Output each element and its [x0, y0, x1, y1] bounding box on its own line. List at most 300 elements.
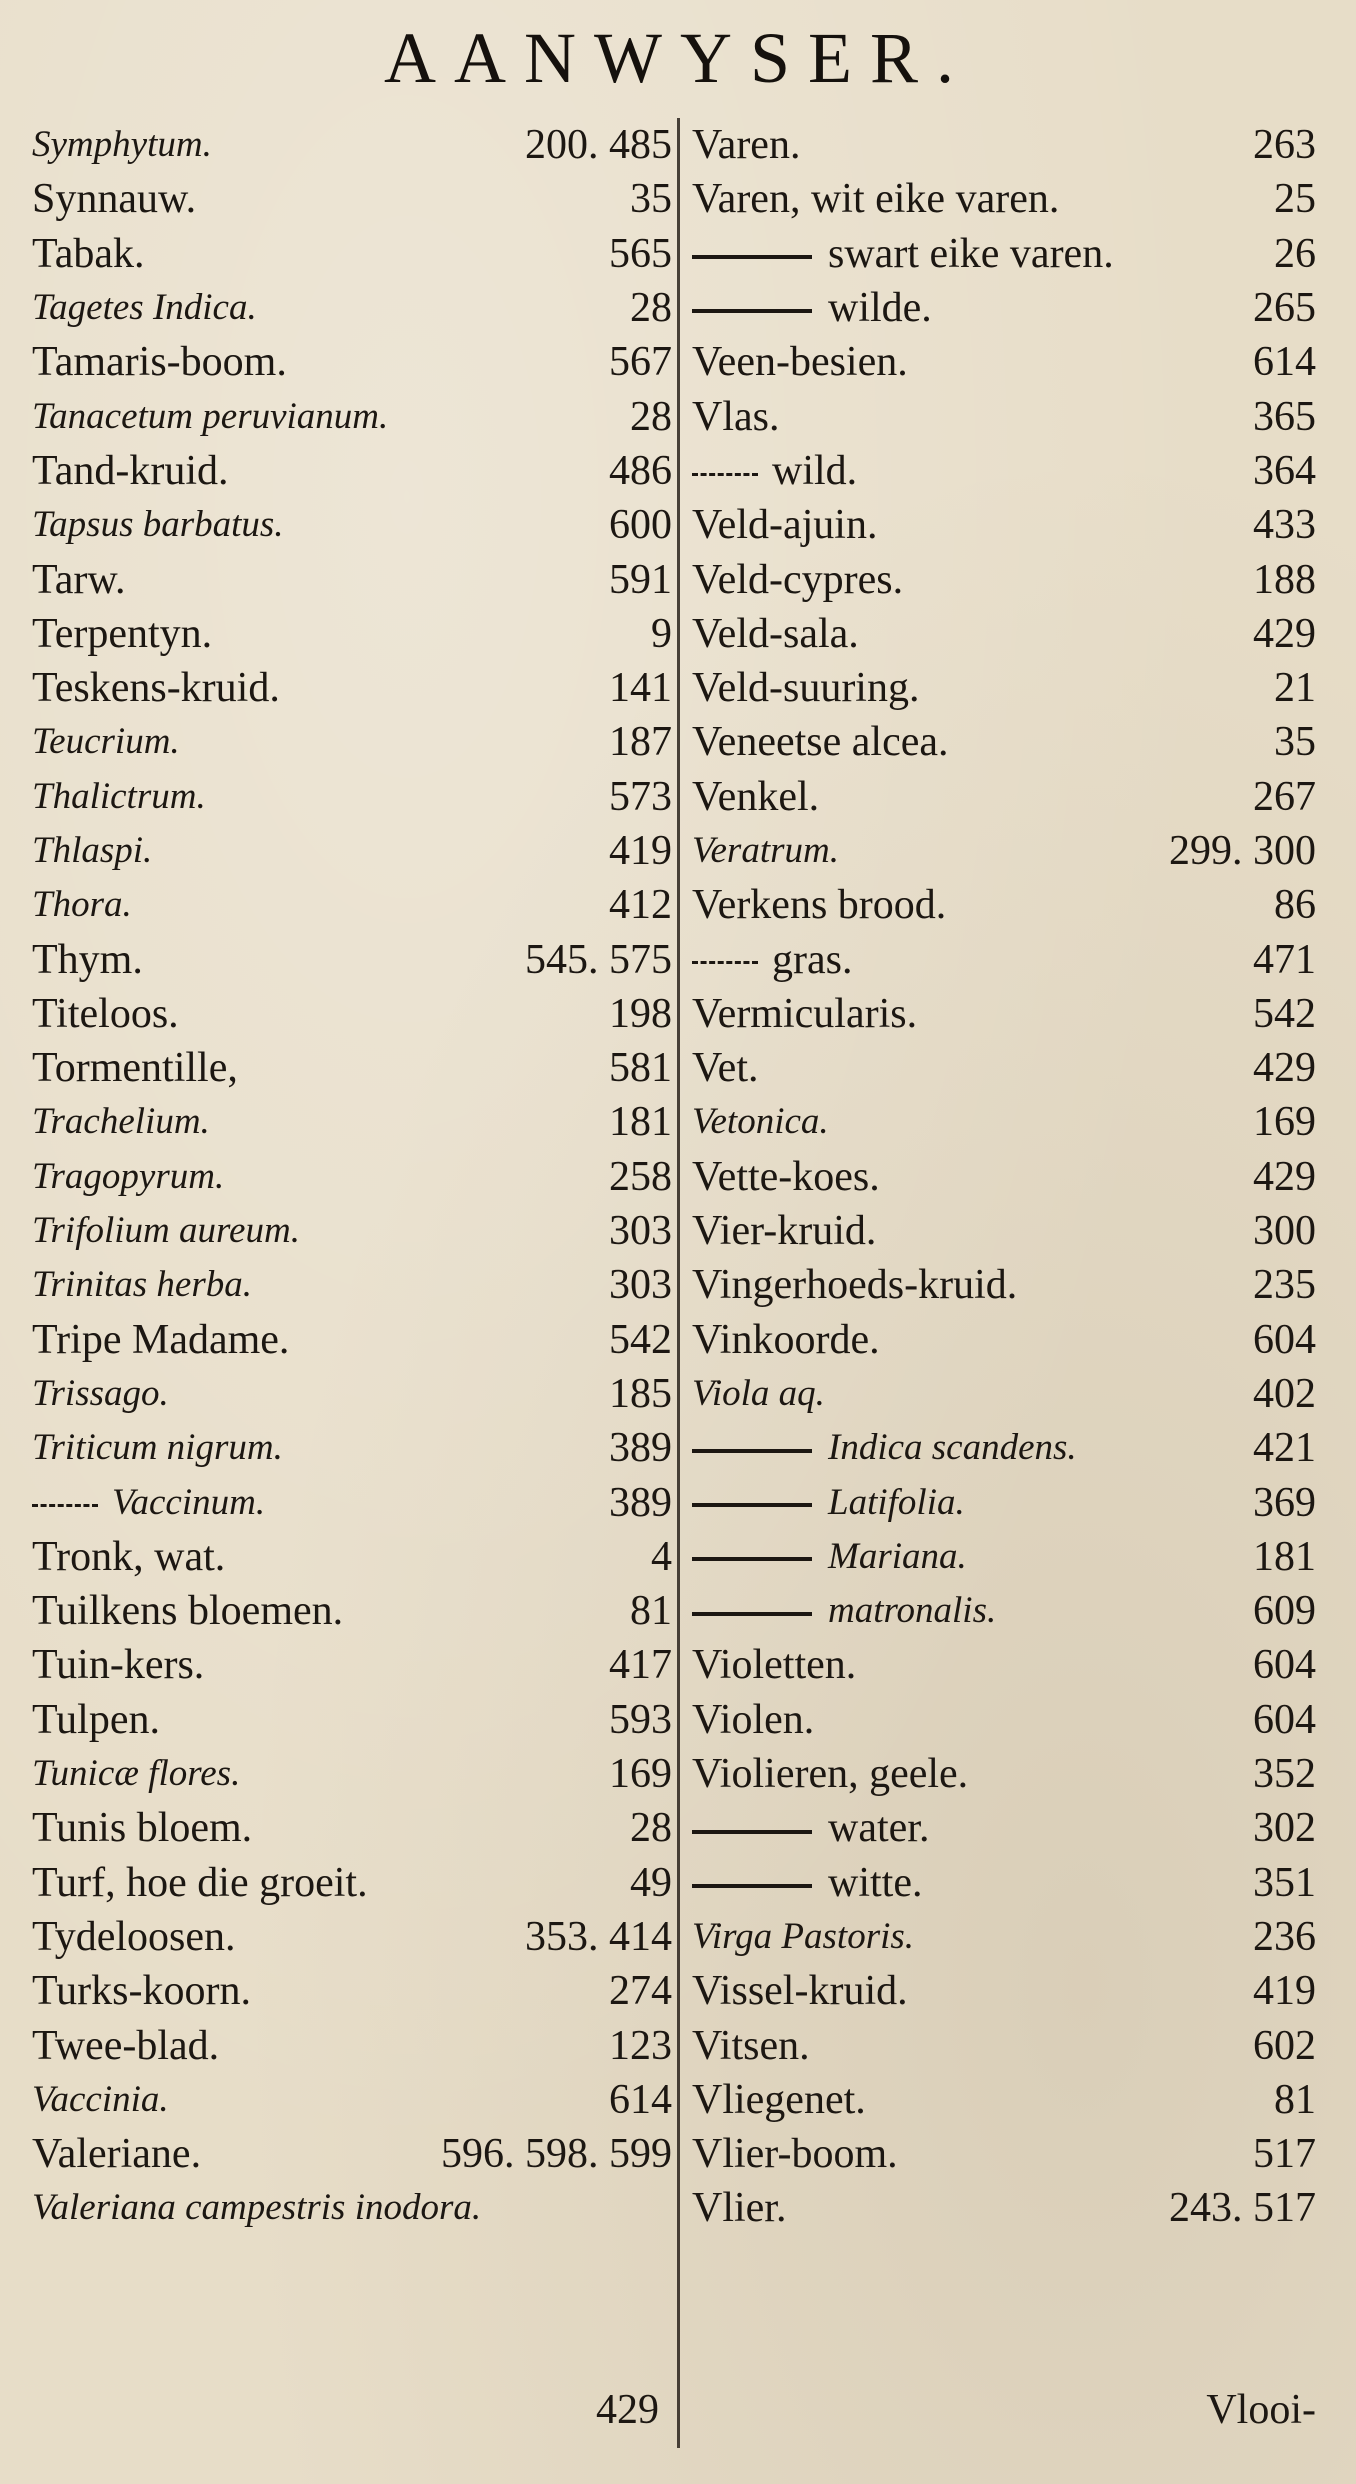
index-page-number: 429 — [1253, 1153, 1316, 1200]
index-term-text: Triticum nigrum. — [32, 1427, 283, 1469]
index-page-number: 81 — [630, 1588, 672, 1635]
index-page-number: 542 — [609, 1316, 672, 1363]
index-entry — [32, 824, 672, 878]
index-term-text: Turf, hoe die groeit. — [32, 1859, 368, 1906]
index-term — [32, 1367, 169, 1421]
index-term-text: Valeriana campestris inodora. — [32, 2187, 482, 2229]
index-page-number: 299. 300 — [1169, 828, 1316, 874]
index-term — [32, 1421, 283, 1475]
index-term — [692, 661, 919, 715]
index-term-text: Thym. — [32, 936, 143, 983]
index-term — [32, 1150, 224, 1204]
index-page-number: 35 — [630, 176, 672, 223]
index-term — [692, 2127, 898, 2181]
index-term — [32, 1747, 240, 1801]
index-entry — [32, 2073, 672, 2127]
index-term — [32, 1638, 204, 1692]
index-term — [32, 118, 212, 172]
index-entry — [692, 172, 1316, 226]
index-page-number: 302 — [1253, 1805, 1316, 1852]
ditto-dash — [692, 1449, 812, 1453]
index-term — [692, 878, 946, 932]
index-entry — [32, 1856, 672, 1910]
index-page-number: 614 — [1253, 339, 1316, 386]
index-term-text: Teucrium. — [32, 721, 180, 763]
index-entry — [32, 1638, 672, 1692]
index-term — [692, 1856, 922, 1910]
index-entry — [692, 2018, 1316, 2072]
index-entry — [692, 552, 1316, 606]
index-term-text: Tripe Madame. — [32, 1316, 290, 1363]
index-term — [32, 172, 196, 226]
index-term — [32, 824, 152, 878]
index-entry — [32, 335, 672, 389]
index-term-text: Varen, wit eike varen. — [692, 176, 1060, 223]
index-term-text: gras. — [772, 936, 853, 983]
index-term-text: Vissel-kruid. — [692, 1968, 908, 2015]
index-term — [32, 1693, 160, 1747]
index-term-text: Veld-cypres. — [692, 556, 904, 603]
index-term-text: Veen-besien. — [692, 339, 908, 386]
index-entry — [692, 118, 1316, 172]
index-page-number: 141 — [609, 665, 672, 712]
index-term-text: swart eike varen. — [828, 230, 1114, 277]
index-page-number: 267 — [1253, 773, 1316, 820]
index-page-number: 412 — [609, 882, 672, 929]
index-entry — [32, 1204, 672, 1258]
index-term — [692, 172, 1059, 226]
catchword: Vlooi- — [1206, 2387, 1316, 2433]
index-term — [692, 553, 903, 607]
index-entry — [692, 661, 1316, 715]
index-term-text: Thalictrum. — [32, 775, 206, 817]
index-page-number: 602 — [1253, 2022, 1316, 2069]
index-term — [692, 1367, 825, 1421]
index-term-text: Tunicæ flores. — [32, 1753, 241, 1795]
index-term — [32, 1584, 343, 1638]
index-term — [692, 1095, 829, 1149]
index-entry — [32, 172, 672, 226]
index-entry — [692, 1258, 1316, 1312]
index-page-number: 419 — [609, 828, 672, 874]
index-term — [692, 1313, 880, 1367]
index-page-number: 258 — [609, 1153, 672, 1200]
index-page-number: 303 — [609, 1262, 672, 1309]
index-term-text: Vet. — [692, 1045, 759, 1092]
index-term-text: water. — [828, 1805, 930, 1852]
index-entry — [32, 1313, 672, 1367]
index-term-text: Turks-koorn. — [32, 1968, 251, 2015]
index-term — [692, 1150, 880, 1204]
index-term — [692, 770, 819, 824]
index-page-number: 545. 575 — [525, 936, 672, 983]
index-term-text: Tormentille, — [32, 1045, 238, 1092]
index-term-text: Tagetes Indica. — [32, 287, 257, 329]
index-entry — [692, 1041, 1316, 1095]
index-page-number: 353. 414 — [525, 1913, 672, 1960]
index-entry — [32, 1367, 672, 1421]
index-entry — [32, 1693, 672, 1747]
index-page-number: 600 — [609, 502, 672, 549]
index-entry — [692, 444, 1316, 498]
index-term — [32, 1476, 265, 1530]
index-term — [32, 770, 206, 824]
index-entry — [692, 1367, 1316, 1421]
index-term-text: Violen. — [692, 1696, 815, 1743]
index-page-number: 9 — [651, 610, 672, 657]
index-entry — [692, 1964, 1316, 2018]
index-term — [32, 2127, 201, 2181]
index-entry — [32, 607, 672, 661]
index-term — [692, 2073, 866, 2127]
index-term-text: Valeriane. — [32, 2131, 202, 2178]
index-term-text: Tabak. — [32, 230, 145, 277]
index-term — [32, 390, 388, 444]
index-page-number: 274 — [609, 1968, 672, 2015]
index-entry — [692, 770, 1316, 824]
index-page-number: 28 — [630, 1805, 672, 1852]
index-term-text: Tronk, wat. — [32, 1533, 226, 1580]
index-term-text: matronalis. — [828, 1590, 997, 1632]
index-term-text: Vette-koes. — [692, 1153, 880, 1200]
index-term-text: Vinkoorde. — [692, 1316, 880, 1363]
index-entry — [692, 1638, 1316, 1692]
index-entry — [32, 118, 672, 172]
index-page-number: 417 — [609, 1642, 672, 1689]
index-entry — [692, 1856, 1316, 1910]
index-page-number: 303 — [609, 1208, 672, 1255]
index-page-number: 181 — [1253, 1533, 1316, 1580]
index-entry — [692, 1313, 1316, 1367]
index-term-text: Vliegenet. — [692, 2076, 866, 2123]
index-term — [32, 878, 132, 932]
index-term — [692, 824, 839, 878]
index-term-text: Vlier. — [692, 2185, 787, 2232]
index-entry — [32, 498, 672, 552]
ditto-dash — [692, 1557, 812, 1561]
index-term-text: Violetten. — [692, 1642, 857, 1689]
index-page-number: 26 — [1274, 230, 1316, 277]
index-term-text: Verkens brood. — [692, 882, 947, 929]
index-entry — [692, 987, 1316, 1041]
index-term-text: Twee-blad. — [32, 2022, 220, 2069]
index-page-number: 25 — [1274, 176, 1316, 223]
index-term-text: Tarw. — [32, 556, 126, 603]
index-term — [692, 1747, 968, 1801]
ditto-dash — [692, 1503, 812, 1507]
index-term-text: Tanacetum peruvianum. — [32, 395, 389, 437]
index-page-number: 300 — [1253, 1208, 1316, 1255]
index-entry — [32, 932, 672, 986]
index-term-text: Varen. — [692, 122, 801, 169]
index-term — [692, 933, 852, 987]
index-entry — [692, 281, 1316, 335]
index-entry — [692, 1421, 1316, 1475]
index-entry — [32, 661, 672, 715]
index-term — [32, 607, 212, 661]
index-page-number: 614 — [609, 2076, 672, 2123]
index-term-text: Tand-kruid. — [32, 447, 229, 494]
index-entry — [32, 2127, 672, 2181]
index-term — [692, 1204, 876, 1258]
index-page-number: 421 — [1253, 1425, 1316, 1472]
index-term-text: Titeloos. — [32, 990, 179, 1037]
index-term-text: Trissago. — [32, 1372, 169, 1414]
index-entry — [692, 2127, 1316, 2181]
index-entry — [32, 987, 672, 1041]
ditto-dash — [692, 1884, 812, 1888]
index-page-number: 419 — [1253, 1968, 1316, 2015]
index-term-text: Trinitas herba. — [32, 1264, 252, 1306]
index-page-number: 486 — [609, 447, 672, 494]
index-entry — [692, 607, 1316, 661]
index-term-text: Veld-suuring. — [692, 665, 920, 712]
index-term-text: Tunis bloem. — [32, 1805, 253, 1852]
index-term-text: Thlaspi. — [32, 830, 153, 871]
index-page-number: 236 — [1253, 1913, 1316, 1960]
index-page-number: 123 — [609, 2022, 672, 2069]
index-term-text: Mariana. — [828, 1535, 967, 1577]
index-page-number: 188 — [1253, 556, 1316, 603]
index-term-text: Vaccinum. — [112, 1481, 266, 1523]
index-term-text: Indica scandens. — [828, 1427, 1077, 1469]
index-term — [692, 335, 908, 389]
index-term — [692, 498, 877, 552]
index-entry — [692, 1150, 1316, 1204]
index-page-number: 365 — [1253, 393, 1316, 440]
index-term — [32, 2019, 219, 2073]
index-term-text: Thora. — [32, 884, 132, 926]
index-entry — [692, 2181, 1316, 2235]
index-page-number: 573 — [609, 773, 672, 820]
index-term-text: Tapsus barbatus. — [32, 504, 284, 546]
index-term — [692, 715, 949, 769]
column-divider — [677, 118, 680, 2448]
index-entry — [32, 1584, 672, 1638]
index-term-text: Vlas. — [692, 393, 780, 440]
index-term — [32, 444, 229, 498]
index-entry — [692, 335, 1316, 389]
index-page-number: 21 — [1274, 665, 1316, 712]
index-page-number: 389 — [609, 1425, 672, 1472]
index-page-number: 591 — [609, 556, 672, 603]
index-entry — [692, 389, 1316, 443]
index-entry — [32, 281, 672, 335]
index-term — [692, 2019, 810, 2073]
index-page-number: 235 — [1253, 1262, 1316, 1309]
ditto-dash — [692, 1830, 812, 1834]
index-entry — [692, 1530, 1316, 1584]
index-term — [32, 933, 143, 987]
continued-page-number: 429 — [596, 2387, 659, 2433]
index-entry — [32, 227, 672, 281]
index-page-number: 604 — [1253, 1316, 1316, 1363]
index-term — [32, 498, 284, 552]
index-entry — [692, 1475, 1316, 1529]
index-term — [692, 118, 800, 172]
index-page-number: 263 — [1253, 122, 1316, 169]
ditto-dash — [32, 1504, 98, 1507]
index-term — [32, 1258, 252, 1312]
index-page-number: 169 — [1253, 1099, 1316, 1146]
index-page-number: 35 — [1274, 719, 1316, 766]
index-term-text: Viola aq. — [692, 1372, 825, 1414]
index-page-number: 185 — [609, 1370, 672, 1417]
index-page-number: 4 — [651, 1533, 672, 1580]
index-term — [32, 1095, 210, 1149]
index-page-number: 49 — [630, 1859, 672, 1906]
index-term-text: Vlier-boom. — [692, 2131, 898, 2178]
index-entry — [32, 715, 672, 769]
left-column — [32, 118, 672, 2448]
index-term-text: Teskens-kruid. — [32, 665, 280, 712]
index-term — [692, 1584, 996, 1638]
index-term-text: wilde. — [828, 285, 932, 332]
index-term — [692, 1964, 908, 2018]
index-entry — [32, 1801, 672, 1855]
right-column — [692, 118, 1316, 2448]
index-entry — [32, 552, 672, 606]
index-page-number: 351 — [1253, 1859, 1316, 1906]
index-page-number: 433 — [1253, 502, 1316, 549]
ditto-dash — [692, 255, 812, 259]
ditto-dash — [692, 473, 758, 476]
index-term-text: Virga Pastoris. — [692, 1915, 915, 1957]
index-entry — [692, 1747, 1316, 1801]
index-term-text: wild. — [772, 447, 858, 494]
index-term — [32, 335, 287, 389]
index-page-number: 429 — [1253, 610, 1316, 657]
index-page-number: 389 — [609, 1479, 672, 1526]
index-term — [692, 1476, 965, 1530]
index-term-text: Tamaris-boom. — [32, 339, 287, 386]
index-term — [692, 1910, 914, 1964]
index-page-number: 169 — [609, 1751, 672, 1798]
index-term-text: Tuin-kers. — [32, 1642, 205, 1689]
index-page-number: 243. 517 — [1169, 2185, 1316, 2232]
index-page-number: 604 — [1253, 1696, 1316, 1743]
index-term — [32, 987, 179, 1041]
index-term-text: Veld-ajuin. — [692, 502, 878, 549]
index-page-number: 596. 598. 599 — [441, 2131, 672, 2178]
index-term — [32, 281, 257, 335]
index-term — [32, 1041, 238, 1095]
ditto-dash — [692, 961, 758, 964]
index-term-text: Terpentyn. — [32, 610, 213, 657]
index-entry — [32, 1747, 672, 1801]
index-page-number: 181 — [609, 1099, 672, 1146]
index-term-text: Vier-kruid. — [692, 1208, 877, 1255]
index-entry — [692, 1204, 1316, 1258]
index-term — [32, 1964, 251, 2018]
index-entry — [692, 1693, 1316, 1747]
index-term — [692, 607, 859, 661]
index-term — [692, 1638, 856, 1692]
index-term — [692, 281, 932, 335]
index-entry — [32, 1150, 672, 1204]
index-term — [692, 390, 780, 444]
index-entry — [32, 1910, 672, 1964]
index-term — [692, 2181, 786, 2235]
index-page-number: 28 — [630, 285, 672, 332]
index-term-text: Veratrum. — [692, 830, 839, 871]
index-term-text: Tuilkens bloemen. — [32, 1588, 344, 1635]
index-term-text: Trachelium. — [32, 1101, 210, 1143]
index-page-number: 200. 485 — [525, 122, 672, 169]
index-entry — [32, 1964, 672, 2018]
index-page-number: 604 — [1253, 1642, 1316, 1689]
index-term-text: Symphytum. — [32, 124, 212, 166]
index-term-text: Violieren, geele. — [692, 1751, 969, 1798]
index-term — [692, 1693, 814, 1747]
index-term-text: Vitsen. — [692, 2022, 810, 2069]
index-entry — [32, 1258, 672, 1312]
index-page-number: 471 — [1253, 936, 1316, 983]
index-entry — [32, 2018, 672, 2072]
index-entry — [32, 1095, 672, 1149]
index-term — [32, 227, 145, 281]
index-page-number: 28 — [630, 393, 672, 440]
index-entry — [692, 2073, 1316, 2127]
index-entry — [32, 444, 672, 498]
index-term — [32, 1530, 225, 1584]
index-term-text: Latifolia. — [828, 1481, 965, 1523]
index-page-number: 81 — [1274, 2076, 1316, 2123]
index-page-number: 187 — [609, 719, 672, 766]
index-page-number: 429 — [1253, 1045, 1316, 1092]
index-entry — [692, 1910, 1316, 1964]
index-term-text: Vingerhoeds-kruid. — [692, 1262, 1018, 1309]
index-page-number: 352 — [1253, 1751, 1316, 1798]
index-term — [32, 553, 125, 607]
index-entry — [692, 1095, 1316, 1149]
index-entry — [692, 715, 1316, 769]
index-entry — [32, 389, 672, 443]
index-page-number: 593 — [609, 1696, 672, 1743]
index-entry — [32, 2181, 672, 2235]
index-page-number: 565 — [609, 230, 672, 277]
index-term — [692, 1258, 1017, 1312]
index-term — [32, 1313, 289, 1367]
index-term — [32, 2181, 481, 2235]
index-page-number: 369 — [1253, 1479, 1316, 1526]
index-entry — [32, 878, 672, 932]
index-page-number: 198 — [609, 990, 672, 1037]
index-term — [692, 1801, 929, 1855]
index-entry — [692, 878, 1316, 932]
index-entry — [692, 932, 1316, 986]
index-page-number: 265 — [1253, 285, 1316, 332]
index-term — [32, 1856, 368, 1910]
index-entry — [692, 1801, 1316, 1855]
index-term-text: Tragopyrum. — [32, 1155, 225, 1197]
index-term — [692, 1041, 759, 1095]
index-term-text: Veneetse alcea. — [692, 719, 949, 766]
index-term-text: Synnauw. — [32, 176, 197, 223]
index-entry — [692, 227, 1316, 281]
index-term — [692, 1530, 967, 1584]
index-term-text: Vetonica. — [692, 1101, 829, 1143]
index-entry — [32, 1421, 672, 1475]
index-term — [692, 444, 857, 498]
index-term-text: Tulpen. — [32, 1696, 160, 1743]
ditto-dash — [692, 309, 812, 313]
index-page-number: 581 — [609, 1045, 672, 1092]
index-entry — [32, 1475, 672, 1529]
index-page-number: 542 — [1253, 990, 1316, 1037]
index-term — [692, 227, 1114, 281]
ditto-dash — [692, 1612, 812, 1616]
